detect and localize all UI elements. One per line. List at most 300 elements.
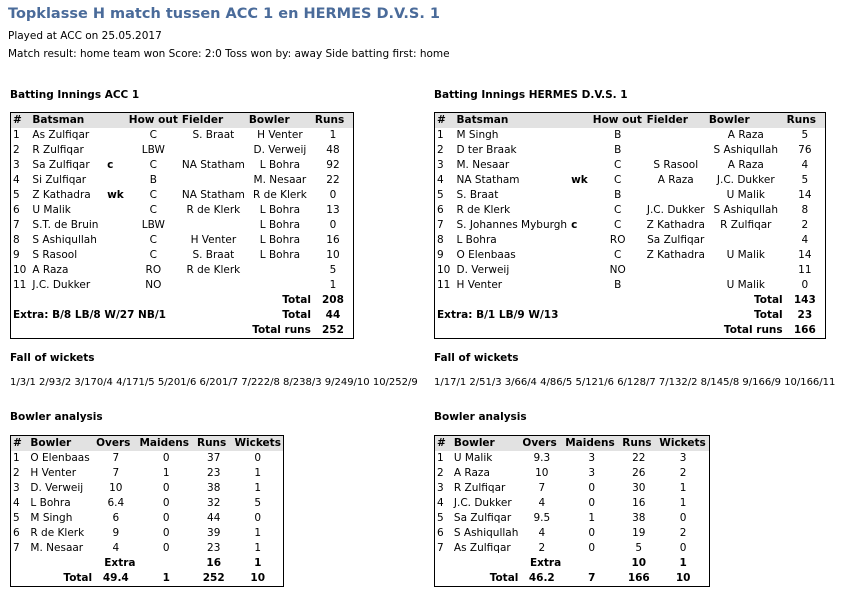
fall-heading-home: Fall of wickets [10,352,95,364]
bowling-row [435,451,709,466]
wickets: 0 [254,512,262,524]
fielder-name: Z Kathadra [646,219,705,231]
runs: 26 [632,467,646,479]
bowler-name [247,278,313,293]
bowler-name: A Raza [727,159,764,171]
extra-runs: 16 [206,557,222,569]
batting-heading-away: Batting Innings HERMES D.V.S. 1 [434,89,628,101]
bowler-name: S Ashiqullah [713,204,779,216]
overs: 2 [538,542,546,554]
bowling-extra-row [11,556,283,571]
bowling-total-wickets: 10 [250,572,266,584]
batting-num: 5 [437,189,444,201]
role-mark: c [107,159,114,171]
extra-wickets: 1 [254,557,262,569]
how-out: C [149,204,157,216]
maidens: 0 [588,542,596,554]
bowling-row [435,481,709,496]
bowling-num: 4 [437,497,444,509]
bowling-row [435,466,709,481]
batsman-name: O Elenbaas [456,249,516,261]
bowler-name: D. Verweij [253,144,307,156]
batting-num: 3 [437,159,444,171]
batting-num: 6 [13,204,20,216]
overs: 4 [538,527,546,539]
runs: 5 [329,264,337,276]
runs: 2 [801,219,809,231]
batting-row [11,248,353,263]
batsman-name: H Venter [456,279,503,291]
bowling-row [435,496,709,511]
maidens: 0 [162,482,170,494]
bowling-num: 7 [437,542,444,554]
bowling-row [11,451,283,466]
runs: 4 [801,159,809,171]
overs: 7 [112,452,120,464]
extras-breakdown: Extra: B/8 LB/8 W/27 NB/1 [13,309,166,321]
batting-num: 4 [13,174,20,186]
overs: 10 [109,482,123,494]
header-fielder: Fielder [645,113,707,128]
role-mark [105,233,127,248]
fielder-name: A Raza [657,174,694,186]
batting-row [435,188,825,203]
header-num: # [435,436,452,451]
runs: 76 [798,144,812,156]
maidens: 0 [162,527,170,539]
header-maidens: Maidens [563,436,620,451]
role-mark [569,143,591,158]
batting-row [11,128,353,143]
wickets: 1 [254,482,262,494]
total-label: Total [282,294,311,306]
bowling-num: 2 [13,467,20,479]
overs: 7 [538,482,546,494]
bowling-table-home [10,435,284,587]
how-out: C [149,189,157,201]
header-runs: Runs [313,113,353,128]
role-mark [105,203,127,218]
runs: 4 [801,234,809,246]
extras-total-label: Total [753,309,783,321]
batting-header-row [435,113,825,128]
bowler-name: L Bohra [30,497,71,509]
bowling-row [11,526,283,541]
runs: 8 [801,204,809,216]
bowler-name: S Ashiqullah [713,144,779,156]
how-out: RO [609,234,626,246]
maidens: 1 [588,512,596,524]
batting-table-away [434,112,826,339]
runs: 1 [329,279,337,291]
bowling-num: 3 [13,482,20,494]
bowling-num: 2 [437,467,444,479]
bowler-name: J.C. Dukker [453,497,512,509]
batting-extras-row [435,308,825,323]
batsman-name: L Bohra [456,234,497,246]
how-out: C [149,234,157,246]
maidens: 0 [588,527,596,539]
bowler-name: L Bohra [259,219,301,231]
batting-num: 3 [13,159,20,171]
bowling-extra-row [435,556,709,571]
bowling-table-away [434,435,710,587]
wickets: 2 [679,527,687,539]
bowler-name [247,263,313,278]
how-out: B [614,189,622,201]
batting-row [435,203,825,218]
bowler-name: R Zulfiqar [720,219,772,231]
runs: 1 [329,129,337,141]
batting-num: 9 [437,249,444,261]
fielder-name: S. Braat [192,129,235,141]
how-out: C [614,249,622,261]
batsman-name: NA Statham [456,174,520,186]
overs: 9.5 [533,512,551,524]
header-bowler: Bowler [707,113,785,128]
role-mark [105,278,127,293]
header-wickets: Wickets [232,436,283,451]
bowling-num: 6 [437,527,444,539]
batting-num: 9 [13,249,20,261]
runs: 22 [326,174,340,186]
role-mark [105,173,127,188]
batsman-name: D ter Braak [456,144,517,156]
wickets: 3 [679,452,687,464]
role-mark: c [571,219,578,231]
bowler-name [707,263,785,278]
runs: 39 [207,527,221,539]
batting-num: 5 [13,189,20,201]
batting-total-row [11,293,353,308]
wickets: 1 [254,527,262,539]
fielder-name [180,278,247,293]
batsman-name: R Zulfiqar [32,144,84,156]
batsman-name: U Malik [32,204,71,216]
bowling-total-label: Total [63,572,93,584]
batsman-name: Si Zulfiqar [32,174,87,186]
runs: 23 [207,542,221,554]
batting-row [11,173,353,188]
header-how-out: How out [128,114,178,126]
total-value: 143 [793,294,816,306]
runs: 0 [329,219,337,231]
batting-header-row [11,113,353,128]
role-mark [105,143,127,158]
played-at: Played at ACC on 25.05.2017 [8,30,162,42]
extra-runs: 10 [631,557,647,569]
fielder-name [645,278,707,293]
maidens: 0 [588,497,596,509]
runs: 5 [801,129,809,141]
fielder-name [645,263,707,278]
header-num: # [11,113,30,128]
batting-heading-home: Batting Innings ACC 1 [10,89,140,101]
header-runs: Runs [195,436,232,451]
batting-row [11,278,353,293]
bowling-total-overs: 49.4 [102,572,129,584]
bowler-name: H Venter [30,467,77,479]
maidens: 0 [162,542,170,554]
fielder-name: R de Klerk [186,204,241,216]
batting-num: 11 [437,279,451,291]
batting-num: 8 [437,234,444,246]
overs: 9 [112,527,120,539]
batting-num: 8 [13,234,20,246]
bowler-name [707,233,785,248]
header-mark [105,113,127,128]
extras-breakdown: Extra: B/1 LB/9 W/13 [437,309,559,321]
batting-row [11,143,353,158]
batting-row [11,158,353,173]
bowler-name: J.C. Dukker [716,174,775,186]
batting-num: 1 [13,129,20,141]
bowler-name: M. Nesaar [30,542,84,554]
fielder-name: S Rasool [653,159,699,171]
runs: 11 [798,264,812,276]
batsman-name: Z Kathadra [32,189,91,201]
header-bowler: Bowler [452,436,520,451]
batting-extras-row [11,308,353,323]
bowler-name: Sa Zulfiqar [453,512,512,524]
batsman-name: A Raza [32,264,69,276]
batting-row [435,263,825,278]
how-out: B [614,279,622,291]
page-title: Topklasse H match tussen ACC 1 en HERMES D.V.S. 1 [8,6,440,22]
runs: 44 [207,512,221,524]
maidens: 1 [162,467,170,479]
wickets: 1 [254,467,262,479]
fielder-name [180,173,247,188]
role-mark: wk [571,174,588,186]
runs: 14 [798,249,812,261]
how-out: RO [145,264,162,276]
bowling-heading-away: Bowler analysis [434,411,527,423]
batting-row [435,218,825,233]
bowling-total-wickets: 10 [675,572,691,584]
batting-total-runs-row [435,323,825,338]
fielder-name: NA Statham [181,189,245,201]
overs: 6.4 [107,497,125,509]
bowling-num: 1 [437,452,444,464]
bowling-row [435,511,709,526]
batting-num: 10 [13,264,27,276]
batting-row [435,173,825,188]
bowler-name: L Bohra [259,234,301,246]
runs: 37 [207,452,221,464]
bowling-total-overs: 46.2 [528,572,555,584]
batting-row [435,233,825,248]
header-num: # [435,113,454,128]
bowling-total-runs: 166 [627,572,650,584]
extra-label: Extra [529,557,562,569]
total-runs-label: Total runs [252,324,311,336]
runs: 92 [326,159,340,171]
role-mark [569,248,591,263]
batting-row [11,188,353,203]
overs: 10 [535,467,549,479]
bowling-row [11,481,283,496]
bowler-name: D. Verweij [30,482,84,494]
runs: 5 [635,542,643,554]
role-mark [569,158,591,173]
bowler-name: R de Klerk [30,527,85,539]
header-maidens: Maidens [137,436,195,451]
batsman-name: J.C. Dukker [32,279,91,291]
wickets: 1 [679,497,687,509]
batsman-name: Sa Zulfiqar [32,159,90,171]
batting-num: 6 [437,204,444,216]
total-runs-value: 166 [793,324,816,336]
runs: 38 [632,512,646,524]
bowler-name: L Bohra [259,159,301,171]
batting-num: 4 [437,174,444,186]
bowling-num: 4 [13,497,20,509]
bowler-name: R de Klerk [253,189,307,201]
role-mark [569,233,591,248]
how-out: C [614,204,622,216]
bowling-num: 5 [13,512,20,524]
role-mark [105,263,127,278]
fielder-name [180,218,247,233]
batsman-name: S.T. de Bruin [32,219,99,231]
bowling-total-maidens: 7 [588,572,596,584]
role-mark [569,188,591,203]
batsman-name: S Ashiqullah [32,234,97,246]
overs: 4 [538,497,546,509]
batting-row [11,263,353,278]
extras-total-value: 23 [797,309,813,321]
runs: 23 [207,467,221,479]
maidens: 0 [162,452,170,464]
fielder-name: Sa Zulfiqar [647,234,705,246]
batsman-name: S. Braat [456,189,499,201]
overs: 9.3 [533,452,551,464]
how-out: B [614,144,622,156]
how-out: C [614,174,622,186]
overs: 6 [112,512,120,524]
fielder-name: R de Klerk [186,264,241,276]
batting-row [435,158,825,173]
runs: 0 [329,189,337,201]
header-runs: Runs [620,436,657,451]
how-out: C [149,129,157,141]
runs: 0 [801,279,809,291]
batsman-name: R de Klerk [456,204,511,216]
bowler-name: A Raza [727,129,764,141]
bowling-row [435,526,709,541]
bowler-name: O Elenbaas [30,452,90,464]
maidens: 3 [588,467,596,479]
bowling-num: 3 [437,482,444,494]
header-mark [569,113,591,128]
bowling-header-row [435,436,709,451]
fielder-name: J.C. Dukker [646,204,705,216]
batting-num: 1 [437,129,444,141]
batting-row [435,128,825,143]
bowler-name: H Venter [257,129,303,141]
bowling-total-label: Total [489,572,519,584]
bowling-row [11,511,283,526]
header-wickets: Wickets [657,436,709,451]
batting-num: 7 [437,219,444,231]
wickets: 0 [679,512,687,524]
bowling-row [11,496,283,511]
fall-of-wickets-away: 1/17/1 2/51/3 3/66/4 4/86/5 5/121/6 6/128/7 7/132/2 8/145/8 9/166/9 10/166/11 [434,377,836,388]
role-mark [569,128,591,143]
fielder-name: S. Braat [192,249,235,261]
batsman-name: M. Nesaar [456,159,510,171]
bowler-name: L Bohra [259,249,301,261]
fielder-name [645,128,707,143]
fielder-name: H Venter [190,234,237,246]
batting-num: 11 [13,279,27,291]
batting-row [11,233,353,248]
bowling-total-maidens: 1 [162,572,170,584]
runs: 5 [801,174,809,186]
fielder-name: Z Kathadra [646,249,705,261]
maidens: 0 [162,497,170,509]
role-mark [105,248,127,263]
bowler-name: L Bohra [259,204,301,216]
header-bowler: Bowler [28,436,94,451]
role-mark [105,128,127,143]
role-mark: wk [107,189,124,201]
bowler-name: A Raza [453,467,490,479]
bowling-row [11,541,283,556]
match-result: Match result: home team won Score: 2:0 Toss won by: away Side batting first: home [8,48,450,60]
bowling-num: 5 [437,512,444,524]
wickets: 1 [254,542,262,554]
maidens: 0 [588,482,596,494]
header-runs: Runs [785,113,825,128]
runs: 16 [326,234,340,246]
bowler-name: As Zulfiqar [453,542,511,554]
batting-row [11,203,353,218]
wickets: 0 [254,452,262,464]
bowler-name: U Malik [453,452,493,464]
how-out: C [614,219,622,231]
bowling-header-row [11,436,283,451]
header-overs: Overs [94,436,137,451]
header-batsman: Batsman [30,113,105,128]
batsman-name: S Rasool [32,249,78,261]
role-mark [569,263,591,278]
runs: 48 [326,144,340,156]
overs: 4 [112,542,120,554]
batting-num: 7 [13,219,20,231]
fall-heading-away: Fall of wickets [434,352,519,364]
batting-total-runs-row [11,323,353,338]
role-mark [569,278,591,293]
bowling-total-row [11,571,283,586]
batsman-name: D. Verweij [456,264,510,276]
how-out: LBW [141,144,165,156]
role-mark [105,218,127,233]
bowler-name: S Ashiqullah [453,527,519,539]
bowler-name: R Zulfiqar [453,482,506,494]
header-fielder: Fielder [180,113,247,128]
bowler-name: M Singh [30,512,73,524]
fielder-name [645,188,707,203]
header-batsman: Batsman [454,113,569,128]
batting-num: 10 [437,264,451,276]
wickets: 2 [679,467,687,479]
total-value: 208 [322,294,344,306]
extras-total-value: 44 [325,309,341,321]
runs: 22 [632,452,646,464]
bowling-heading-home: Bowler analysis [10,411,103,423]
